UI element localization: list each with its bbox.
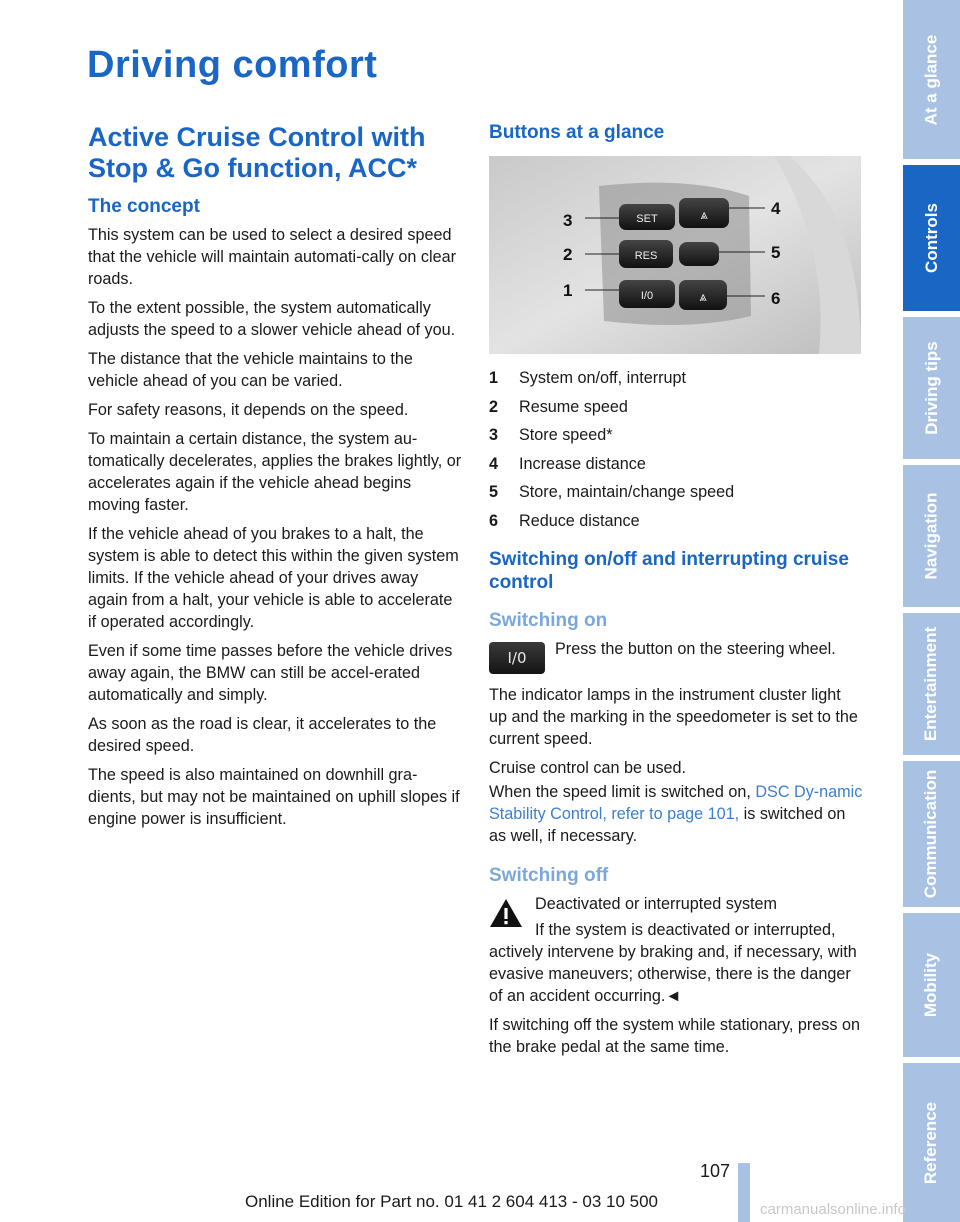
tab-label: At a glance — [921, 34, 941, 125]
page-title: Driving comfort — [87, 44, 378, 86]
legend-number: 1 — [489, 369, 499, 387]
tab-controls[interactable] — [903, 165, 960, 311]
tab-label: Reference — [921, 1101, 941, 1184]
right-column — [489, 122, 863, 1065]
paragraph: If switching off the system while stationary, press on the brake pedal at the same time. — [489, 1015, 860, 1056]
button-legend — [489, 364, 863, 536]
paragraph: For safety reasons, it depends on the speed. — [88, 401, 409, 419]
warning-block — [489, 893, 863, 1007]
paragraph — [489, 781, 863, 847]
tab-at-a-glance[interactable] — [903, 0, 960, 159]
tab-label: Controls — [921, 203, 941, 273]
set-label: SET — [636, 213, 658, 225]
legend-item — [489, 507, 863, 536]
switching-off-heading: Switching off — [489, 864, 609, 886]
legend-text: System on/off, interrupt — [519, 369, 687, 387]
legend-text: Store speed* — [519, 426, 613, 445]
paragraph: Cruise control can be used. — [489, 758, 687, 777]
steering-wheel-buttons-figure — [489, 156, 861, 354]
warning-line: If the system is deactivated or interrupted, — [535, 920, 836, 939]
legend-number: 5 — [489, 483, 499, 502]
text-run: is switched on as well, if necessary. — [489, 804, 846, 845]
paragraph: The speed is also maintained on downhill gra-dients, but may not be maintained on uphill slopes if engine power is insufficient. — [88, 766, 460, 828]
onoff-button-row — [489, 638, 863, 676]
rocker-button-shape — [679, 242, 719, 266]
onoff-label: I/0 — [640, 290, 654, 302]
dsc-page-link[interactable]: DSC Dy-namic Stability Control, refer to page 101, — [489, 782, 863, 823]
legend-number: 2 — [489, 397, 499, 416]
paragraph: To maintain a certain distance, the system au-tomatically decelerates, applies the brakes lightly, or accelerates again if the vehicle ahead begins moving faster. — [88, 430, 462, 514]
paragraph: If the vehicle ahead of you brakes to a halt, the system is able to detect this within the given system limits. If the vehicle ahead of your drives away again from a halt, your vehicle is able to accelerate if operated accordingly. — [88, 525, 459, 631]
legend-text: Increase distance — [519, 454, 646, 473]
legend-text: Resume speed — [519, 397, 628, 416]
legend-text: Reduce distance — [519, 511, 640, 530]
legend-item — [489, 478, 863, 507]
paragraph: This system can be used to select a desired speed that the vehicle will maintain automati-cally on clear roads. — [88, 226, 456, 288]
switching-heading: Switching on/off and interrupting cruise control — [489, 548, 849, 593]
tab-driving-tips[interactable] — [903, 317, 960, 459]
tab-label: Navigation — [921, 492, 941, 580]
tab-label: Mobility — [921, 952, 941, 1018]
callout-1: 1 — [563, 281, 573, 300]
tab-label: Driving tips — [921, 341, 941, 435]
tab-label: Communication — [921, 769, 941, 899]
distance-icon: ⩓ — [700, 207, 708, 222]
legend-item — [489, 393, 863, 422]
tab-label: Entertainment — [921, 626, 941, 742]
callout-3: 3 — [563, 211, 573, 230]
tab-communication[interactable] — [903, 761, 960, 907]
footer-edition: Online Edition for Part no. 01 41 2 604 413 - 03 10 500 — [244, 1192, 658, 1211]
paragraph: Even if some time passes before the vehicle drives away again, the BMW can still be accel-erated automatically and simply. — [88, 642, 453, 704]
tab-mobility[interactable] — [903, 913, 960, 1057]
legend-number: 6 — [489, 511, 499, 530]
legend-text: Store, maintain/change speed — [519, 483, 735, 502]
left-column — [88, 122, 462, 837]
legend-item — [489, 364, 863, 393]
section-title: Active Cruise Control with Stop & Go function, ACC* — [88, 122, 426, 183]
legend-number: 3 — [489, 426, 499, 445]
chapter-sidebar — [903, 0, 960, 1222]
callout-5: 5 — [771, 243, 781, 262]
switching-on-heading: Switching on — [489, 609, 608, 631]
callout-4: 4 — [771, 199, 781, 218]
warning-icon — [489, 897, 523, 929]
legend-number: 4 — [489, 454, 499, 473]
warning-text: actively intervene by braking and, if necessary, with evasive maneuvers; otherwise, there is the danger of an accident occurring.◄ — [489, 942, 857, 1005]
res-label: RES — [634, 250, 658, 262]
press-instruction: Press the button on the steering wheel. — [555, 639, 836, 658]
onoff-button-icon: I/0 — [489, 642, 545, 674]
paragraph: The indicator lamps in the instrument cluster light up and the marking in the speedometer is set to the current speed. — [489, 685, 858, 748]
tab-entertainment[interactable] — [903, 613, 960, 755]
concept-heading: The concept — [88, 196, 200, 217]
paragraph: To the extent possible, the system automatically adjusts the speed to a slower vehicle ahead of you. — [88, 299, 456, 339]
page-number: 107 — [700, 1161, 731, 1181]
warning-title: Deactivated or interrupted system — [535, 894, 778, 913]
buttons-heading: Buttons at a glance — [489, 122, 665, 143]
paragraph: The distance that the vehicle maintains to the vehicle ahead of you can be varied. — [88, 350, 413, 390]
text-run: When the speed limit is switched on, — [489, 782, 756, 801]
paragraph: As soon as the road is clear, it accelerates to the desired speed. — [88, 715, 437, 755]
callout-6: 6 — [771, 289, 781, 308]
watermark: carmanualsonline.info — [760, 1201, 906, 1218]
legend-item — [489, 421, 863, 450]
legend-item — [489, 450, 863, 479]
callout-2: 2 — [563, 245, 573, 264]
tab-navigation[interactable] — [903, 465, 960, 607]
distance-icon: ⩓ — [699, 289, 707, 304]
tab-reference[interactable] — [903, 1063, 960, 1222]
